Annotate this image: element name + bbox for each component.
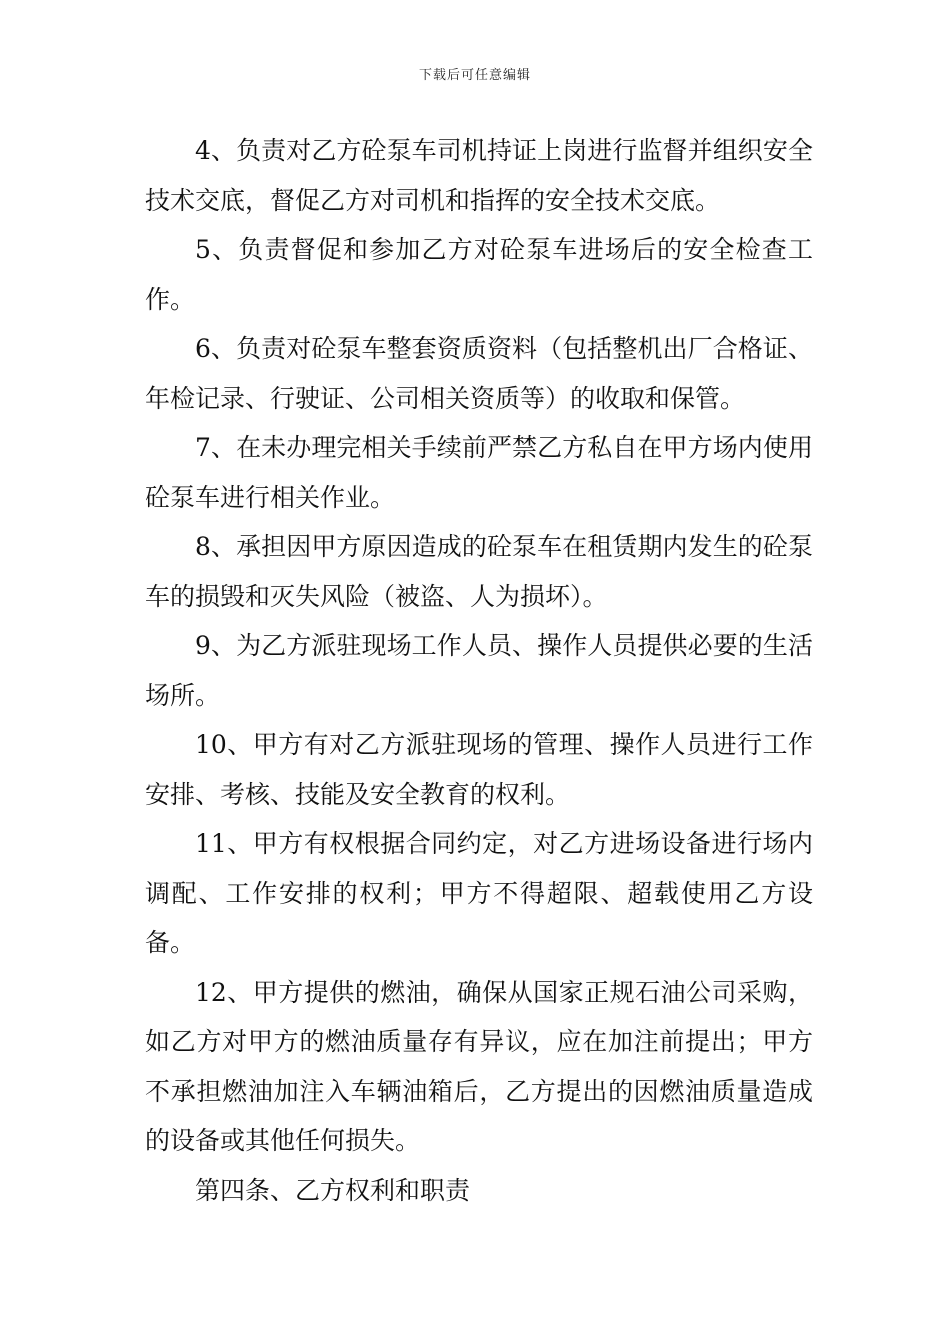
clause-10: 10、甲方有对乙方派驻现场的管理、操作人员进行工作安排、考核、技能及安全教育的权利。 [145, 730, 813, 809]
clause-12: 12、甲方提供的燃油，确保从国家正规石油公司采购，如乙方对甲方的燃油质量存有异议，应在加注前提出；甲方不承担燃油加注入车辆油箱后，乙方提出的因燃油质量造成的设备或其他任何损失。 [145, 977, 813, 1155]
clause-9: 9、为乙方派驻现场工作人员、操作人员提供必要的生活场所。 [145, 631, 813, 710]
clause-8: 8、承担因甲方原因造成的砼泵车在租赁期内发生的砼泵车的损毁和灭失风险（被盗、人为损坏）。 [145, 532, 813, 611]
clause-7: 7、在未办理完相关手续前严禁乙方私自在甲方场内使用砼泵车进行相关作业。 [145, 433, 813, 512]
clause-4: 4、负责对乙方砼泵车司机持证上岗进行监督并组织安全技术交底，督促乙方对司机和指挥的安全技术交底。 [145, 136, 813, 215]
section-heading: 第四条、乙方权利和职责 [195, 1175, 471, 1205]
clause-11: 11、甲方有权根据合同约定，对乙方进场设备进行场内调配、工作安排的权利；甲方不得超限、超载使用乙方设备。 [145, 829, 813, 957]
document-body [145, 126, 813, 1215]
page-header: 下载后可任意编辑 [418, 68, 531, 83]
clause-5: 5、负责督促和参加乙方对砼泵车进场后的安全检查工作。 [145, 235, 813, 314]
clause-6: 6、负责对砼泵车整套资质资料（包括整机出厂合格证、年检记录、行驶证、公司相关资质等）的收取和保管。 [145, 334, 813, 413]
